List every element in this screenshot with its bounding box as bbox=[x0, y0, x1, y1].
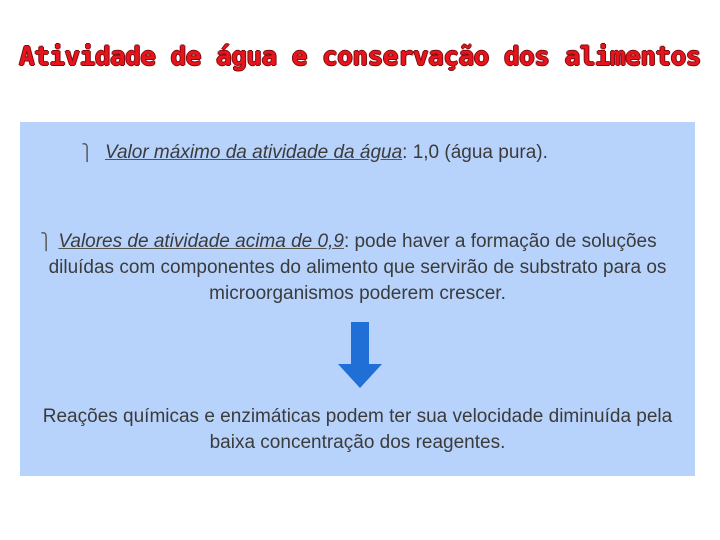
bullet-max-water-activity bbox=[81, 140, 685, 166]
down-arrow-icon bbox=[338, 322, 382, 388]
bullet-mark: ⎫ bbox=[81, 143, 93, 162]
bullet-text: : 1,0 (água pura). bbox=[402, 142, 548, 163]
bullet-mark: ⎫ bbox=[40, 232, 52, 251]
bullet-text: : pode haver a formação de soluções diluídas com componentes do alimento que servirão de substrato para os microorganismos poderem crescer. bbox=[48, 231, 667, 304]
slide-title: Atividade de água e conservação dos alimentos bbox=[19, 42, 701, 72]
bullet-term: Valores de atividade acima de 0,9 bbox=[58, 231, 344, 252]
content-panel bbox=[20, 122, 695, 476]
bullet-activity-above-09 bbox=[30, 229, 685, 307]
bullet-term: Valor máximo da atividade da água bbox=[105, 142, 403, 163]
conclusion-text: Reações químicas e enzimáticas podem ter sua velocidade diminuída pela baixa concentração dos reagentes. bbox=[42, 406, 673, 453]
